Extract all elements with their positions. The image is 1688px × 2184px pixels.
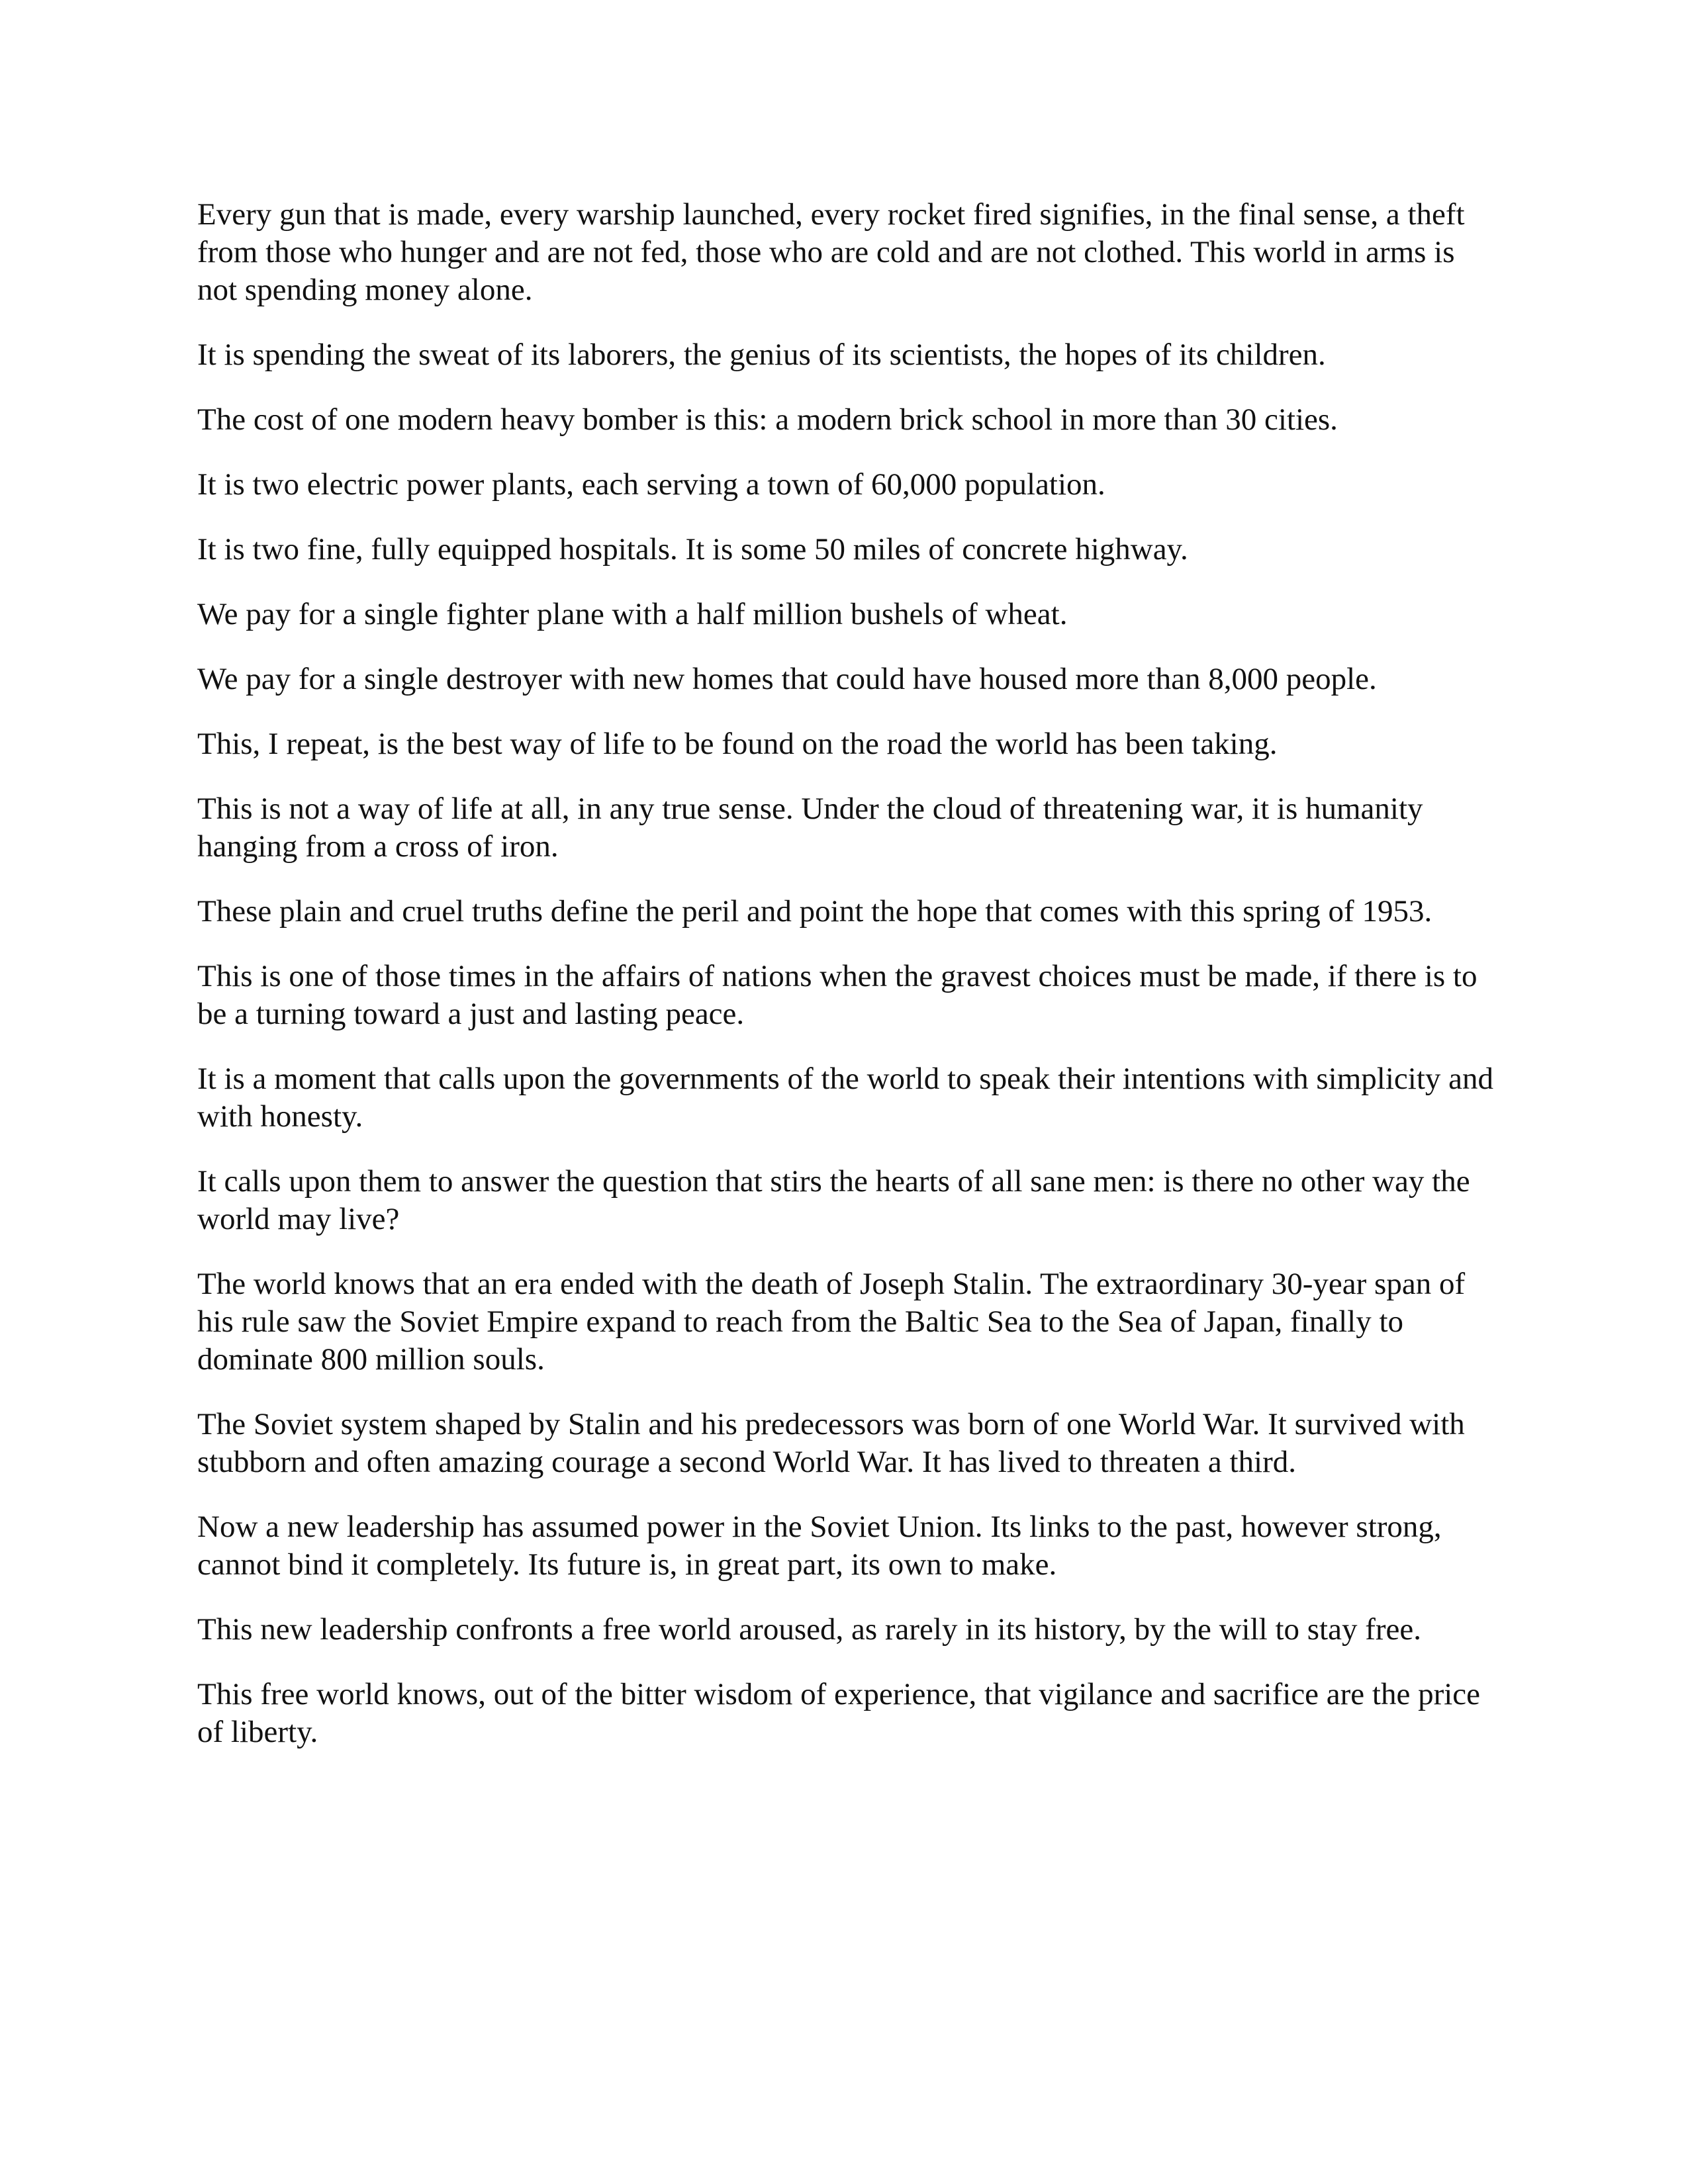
paragraph-7: We pay for a single destroyer with new homes that could have housed more than 8,000 people. <box>197 662 1377 696</box>
paragraph-2: It is spending the sweat of its laborers, the genius of its scientists, the hopes of its children. <box>197 338 1326 372</box>
paragraph-4: It is two electric power plants, each serving a town of 60,000 population. <box>197 467 1105 502</box>
paragraph-8: This, I repeat, is the best way of life to be found on the road the world has been taking. <box>197 727 1278 761</box>
paragraph-12: It is a moment that calls upon the governments of the world to speak their intentions with simplicity and with honesty. <box>197 1062 1493 1134</box>
paragraph-5: It is two fine, fully equipped hospitals. It is some 50 miles of concrete highway. <box>197 532 1188 567</box>
paragraph-13: It calls upon them to answer the question that stirs the hearts of all sane men: is there no other way the world may live? <box>197 1164 1470 1236</box>
paragraph-10: These plain and cruel truths define the peril and point the hope that comes with this spring of 1953. <box>197 894 1432 929</box>
paragraph-9: This is not a way of life at all, in any true sense. Under the cloud of threatening war, it is humanity hanging from a cross of iron. <box>197 792 1423 864</box>
paragraph-18: This free world knows, out of the bitter wisdom of experience, that vigilance and sacrifice are the price of liberty. <box>197 1677 1481 1749</box>
paragraph-1: Every gun that is made, every warship launched, every rocket fired signifies, in the final sense, a theft from those who hunger and are not fed, those who are cold and are not clothed. This world in arms is not spending money alone. <box>197 197 1465 307</box>
paragraph-6: We pay for a single fighter plane with a half million bushels of wheat. <box>197 597 1068 631</box>
paragraph-17: This new leadership confronts a free world aroused, as rarely in its history, by the will to stay free. <box>197 1612 1421 1647</box>
paragraph-15: The Soviet system shaped by Stalin and his predecessors was born of one World War. It survived with stubborn and often amazing courage a second World War. It has lived to threaten a third. <box>197 1407 1465 1479</box>
paragraph-14: The world knows that an era ended with the death of Joseph Stalin. The extraordinary 30-year span of his rule saw the Soviet Empire expand to reach from the Baltic Sea to the Sea of Japan, finally to dominate 800 million souls. <box>197 1267 1466 1377</box>
paragraph-16: Now a new leadership has assumed power in the Soviet Union. Its links to the past, however strong, cannot bind it completely. Its future is, in great part, its own to make. <box>197 1510 1442 1582</box>
paragraph-11: This is one of those times in the affairs of nations when the gravest choices must be made, if there is to be a turning toward a just and lasting peace. <box>197 959 1477 1031</box>
document-body <box>197 196 1495 1778</box>
paragraph-3: The cost of one modern heavy bomber is this: a modern brick school in more than 30 cities. <box>197 402 1338 437</box>
